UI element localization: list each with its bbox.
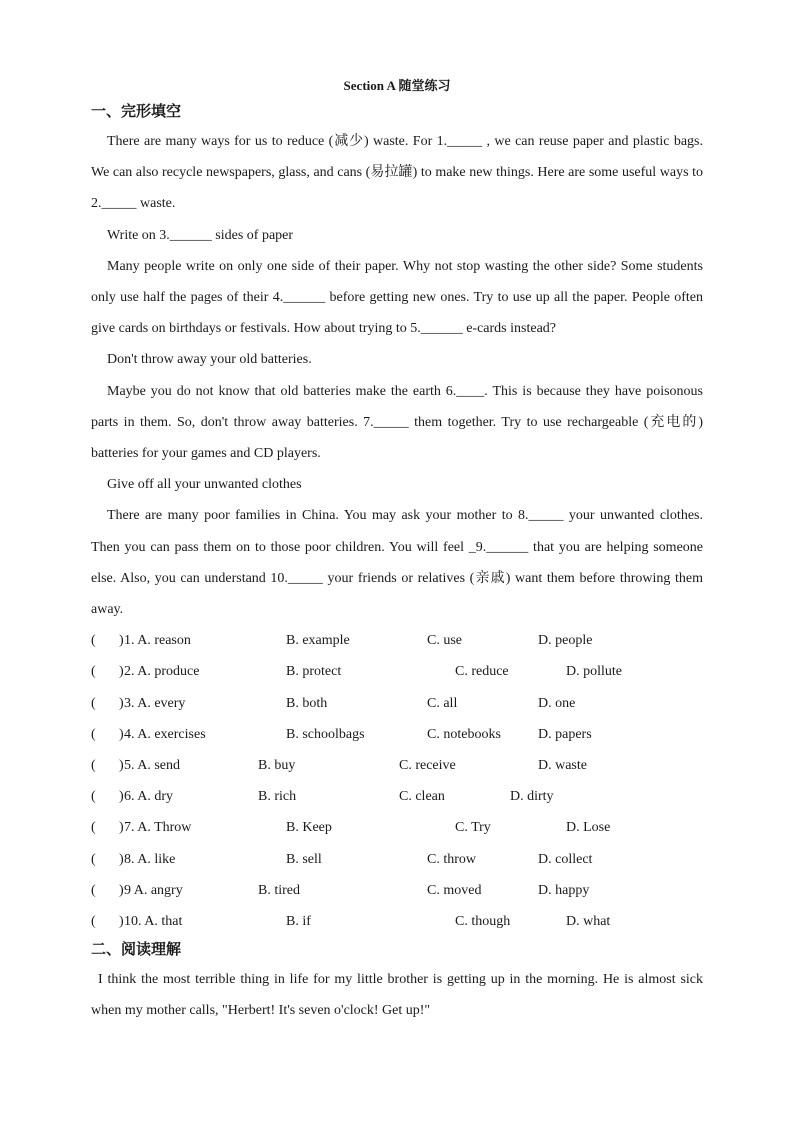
- question-number-option-a: 7. A. Throw: [124, 820, 192, 836]
- answer-bracket-close[interactable]: ): [119, 851, 124, 867]
- question-number-option-a: 2. A. produce: [124, 664, 200, 680]
- answer-bracket-open[interactable]: (: [91, 695, 96, 711]
- option-d: D. Lose: [566, 820, 611, 836]
- answer-bracket-open[interactable]: (: [91, 789, 96, 805]
- option-b: B. Keep: [286, 820, 332, 836]
- question-options-list: [91, 625, 703, 937]
- option-c: C. use: [427, 633, 462, 649]
- option-c: C. reduce: [455, 664, 509, 680]
- question-number-option-a: 9 A. angry: [124, 882, 183, 898]
- option-c: C. receive: [399, 758, 456, 773]
- answer-bracket-open[interactable]: (: [91, 820, 96, 836]
- option-d: D. one: [538, 695, 576, 711]
- answer-bracket-close[interactable]: ): [119, 789, 124, 805]
- question-number-option-a: 6. A. dry: [124, 789, 173, 805]
- question-number-option-a: 4. A. exercises: [124, 726, 206, 742]
- question-number-option-a: 8. A. like: [124, 851, 176, 867]
- answer-bracket-close[interactable]: ): [119, 758, 124, 773]
- option-b: B. if: [286, 913, 311, 929]
- option-b: B. sell: [286, 851, 322, 867]
- option-c: C. clean: [399, 789, 445, 805]
- option-d: D. what: [566, 913, 611, 929]
- question-row: [91, 719, 703, 750]
- cloze-subheading-clothes: Give off all your unwanted clothes: [107, 477, 302, 493]
- option-c: C. all: [427, 695, 458, 711]
- question-row: [91, 625, 703, 656]
- reading-paragraph: I think the most terrible thing in life for my little brother is getting up in the morning. He is almost sick when my mother calls, "Herbert! It's seven o'clock! Get up!": [91, 972, 703, 1019]
- option-d: D. dirty: [510, 789, 554, 805]
- answer-bracket-open[interactable]: (: [91, 851, 96, 867]
- section-heading-cloze: 一、完形填空: [91, 104, 182, 120]
- question-row: [91, 812, 703, 843]
- answer-bracket-close[interactable]: ): [119, 664, 124, 680]
- option-b: B. rich: [258, 789, 297, 805]
- option-b: B. tired: [258, 882, 300, 898]
- page-title: Section A 随堂练习: [343, 78, 451, 93]
- answer-bracket-open[interactable]: (: [91, 913, 96, 929]
- question-number-option-a: 10. A. that: [124, 913, 183, 929]
- cloze-paragraph-1: There are many ways for us to reduce (减少) waste. For 1._____ , we can reuse paper and plastic bags. We can also recycle newspapers, glass, and cans (易拉罐) to make new things. Here are some useful ways to 2._____ waste.: [91, 134, 703, 212]
- option-c: C. throw: [427, 851, 476, 867]
- answer-bracket-close[interactable]: ): [119, 726, 124, 742]
- question-number-option-a: 3. A. every: [124, 695, 186, 711]
- section-heading-reading: 二、阅读理解: [91, 942, 182, 959]
- option-c: C. though: [455, 913, 511, 929]
- question-row: [91, 844, 703, 875]
- answer-bracket-close[interactable]: ): [119, 882, 124, 898]
- option-d: D. papers: [538, 726, 592, 742]
- option-d: D. pollute: [566, 664, 622, 680]
- cloze-subheading-paper: Write on 3.______ sides of paper: [107, 227, 294, 243]
- question-row: [91, 656, 703, 687]
- question-row: [91, 875, 703, 906]
- answer-bracket-close[interactable]: ): [119, 633, 124, 649]
- question-row: [91, 750, 703, 781]
- cloze-paragraph-4: There are many poor families in China. You may ask your mother to 8._____ your unwanted clothes. Then you can pass them on to those poor children. You will feel _9.______ that you are helping someone else. Also, you can understand 10._____ your friends or relatives (亲戚) want them before throwing them away.: [91, 508, 703, 618]
- option-c: C. notebooks: [427, 726, 501, 742]
- option-d: D. collect: [538, 851, 593, 867]
- question-row: [91, 906, 703, 937]
- option-b: B. both: [286, 695, 328, 711]
- option-b: B. buy: [258, 758, 296, 773]
- option-b: B. example: [286, 633, 350, 649]
- answer-bracket-open[interactable]: (: [91, 758, 96, 773]
- option-d: D. waste: [538, 758, 587, 773]
- answer-bracket-close[interactable]: ): [119, 695, 124, 711]
- answer-bracket-open[interactable]: (: [91, 664, 96, 680]
- answer-bracket-close[interactable]: ): [119, 820, 124, 836]
- option-c: C. moved: [427, 882, 482, 898]
- question-row: [91, 688, 703, 719]
- cloze-paragraph-3: Maybe you do not know that old batteries make the earth 6.____. This is because they have poisonous parts in them. So, don't throw away batteries. 7._____ them together. Try to use rechargeable (充电的) batteries for your games and CD players.: [91, 383, 703, 462]
- option-b: B. schoolbags: [286, 726, 365, 742]
- answer-bracket-open[interactable]: (: [91, 882, 96, 898]
- answer-bracket-open[interactable]: (: [91, 633, 96, 649]
- answer-bracket-open[interactable]: (: [91, 726, 96, 742]
- cloze-paragraph-2: Many people write on only one side of their paper. Why not stop wasting the other side? Some students only use half the pages of their 4.______ before getting new ones. Try to use up all the paper. People often give cards on birthdays or festivals. How about trying to 5.______ e-cards instead?: [91, 258, 703, 337]
- option-c: C. Try: [455, 820, 491, 836]
- worksheet-page: [91, 78, 703, 1027]
- option-d: D. people: [538, 633, 593, 649]
- option-d: D. happy: [538, 882, 590, 898]
- answer-bracket-close[interactable]: ): [119, 913, 124, 929]
- option-b: B. protect: [286, 664, 342, 680]
- question-number-option-a: 5. A. send: [124, 758, 180, 773]
- question-row: [91, 781, 703, 812]
- question-number-option-a: 1. A. reason: [124, 633, 191, 649]
- cloze-subheading-batteries: Don't throw away your old batteries.: [107, 352, 312, 368]
